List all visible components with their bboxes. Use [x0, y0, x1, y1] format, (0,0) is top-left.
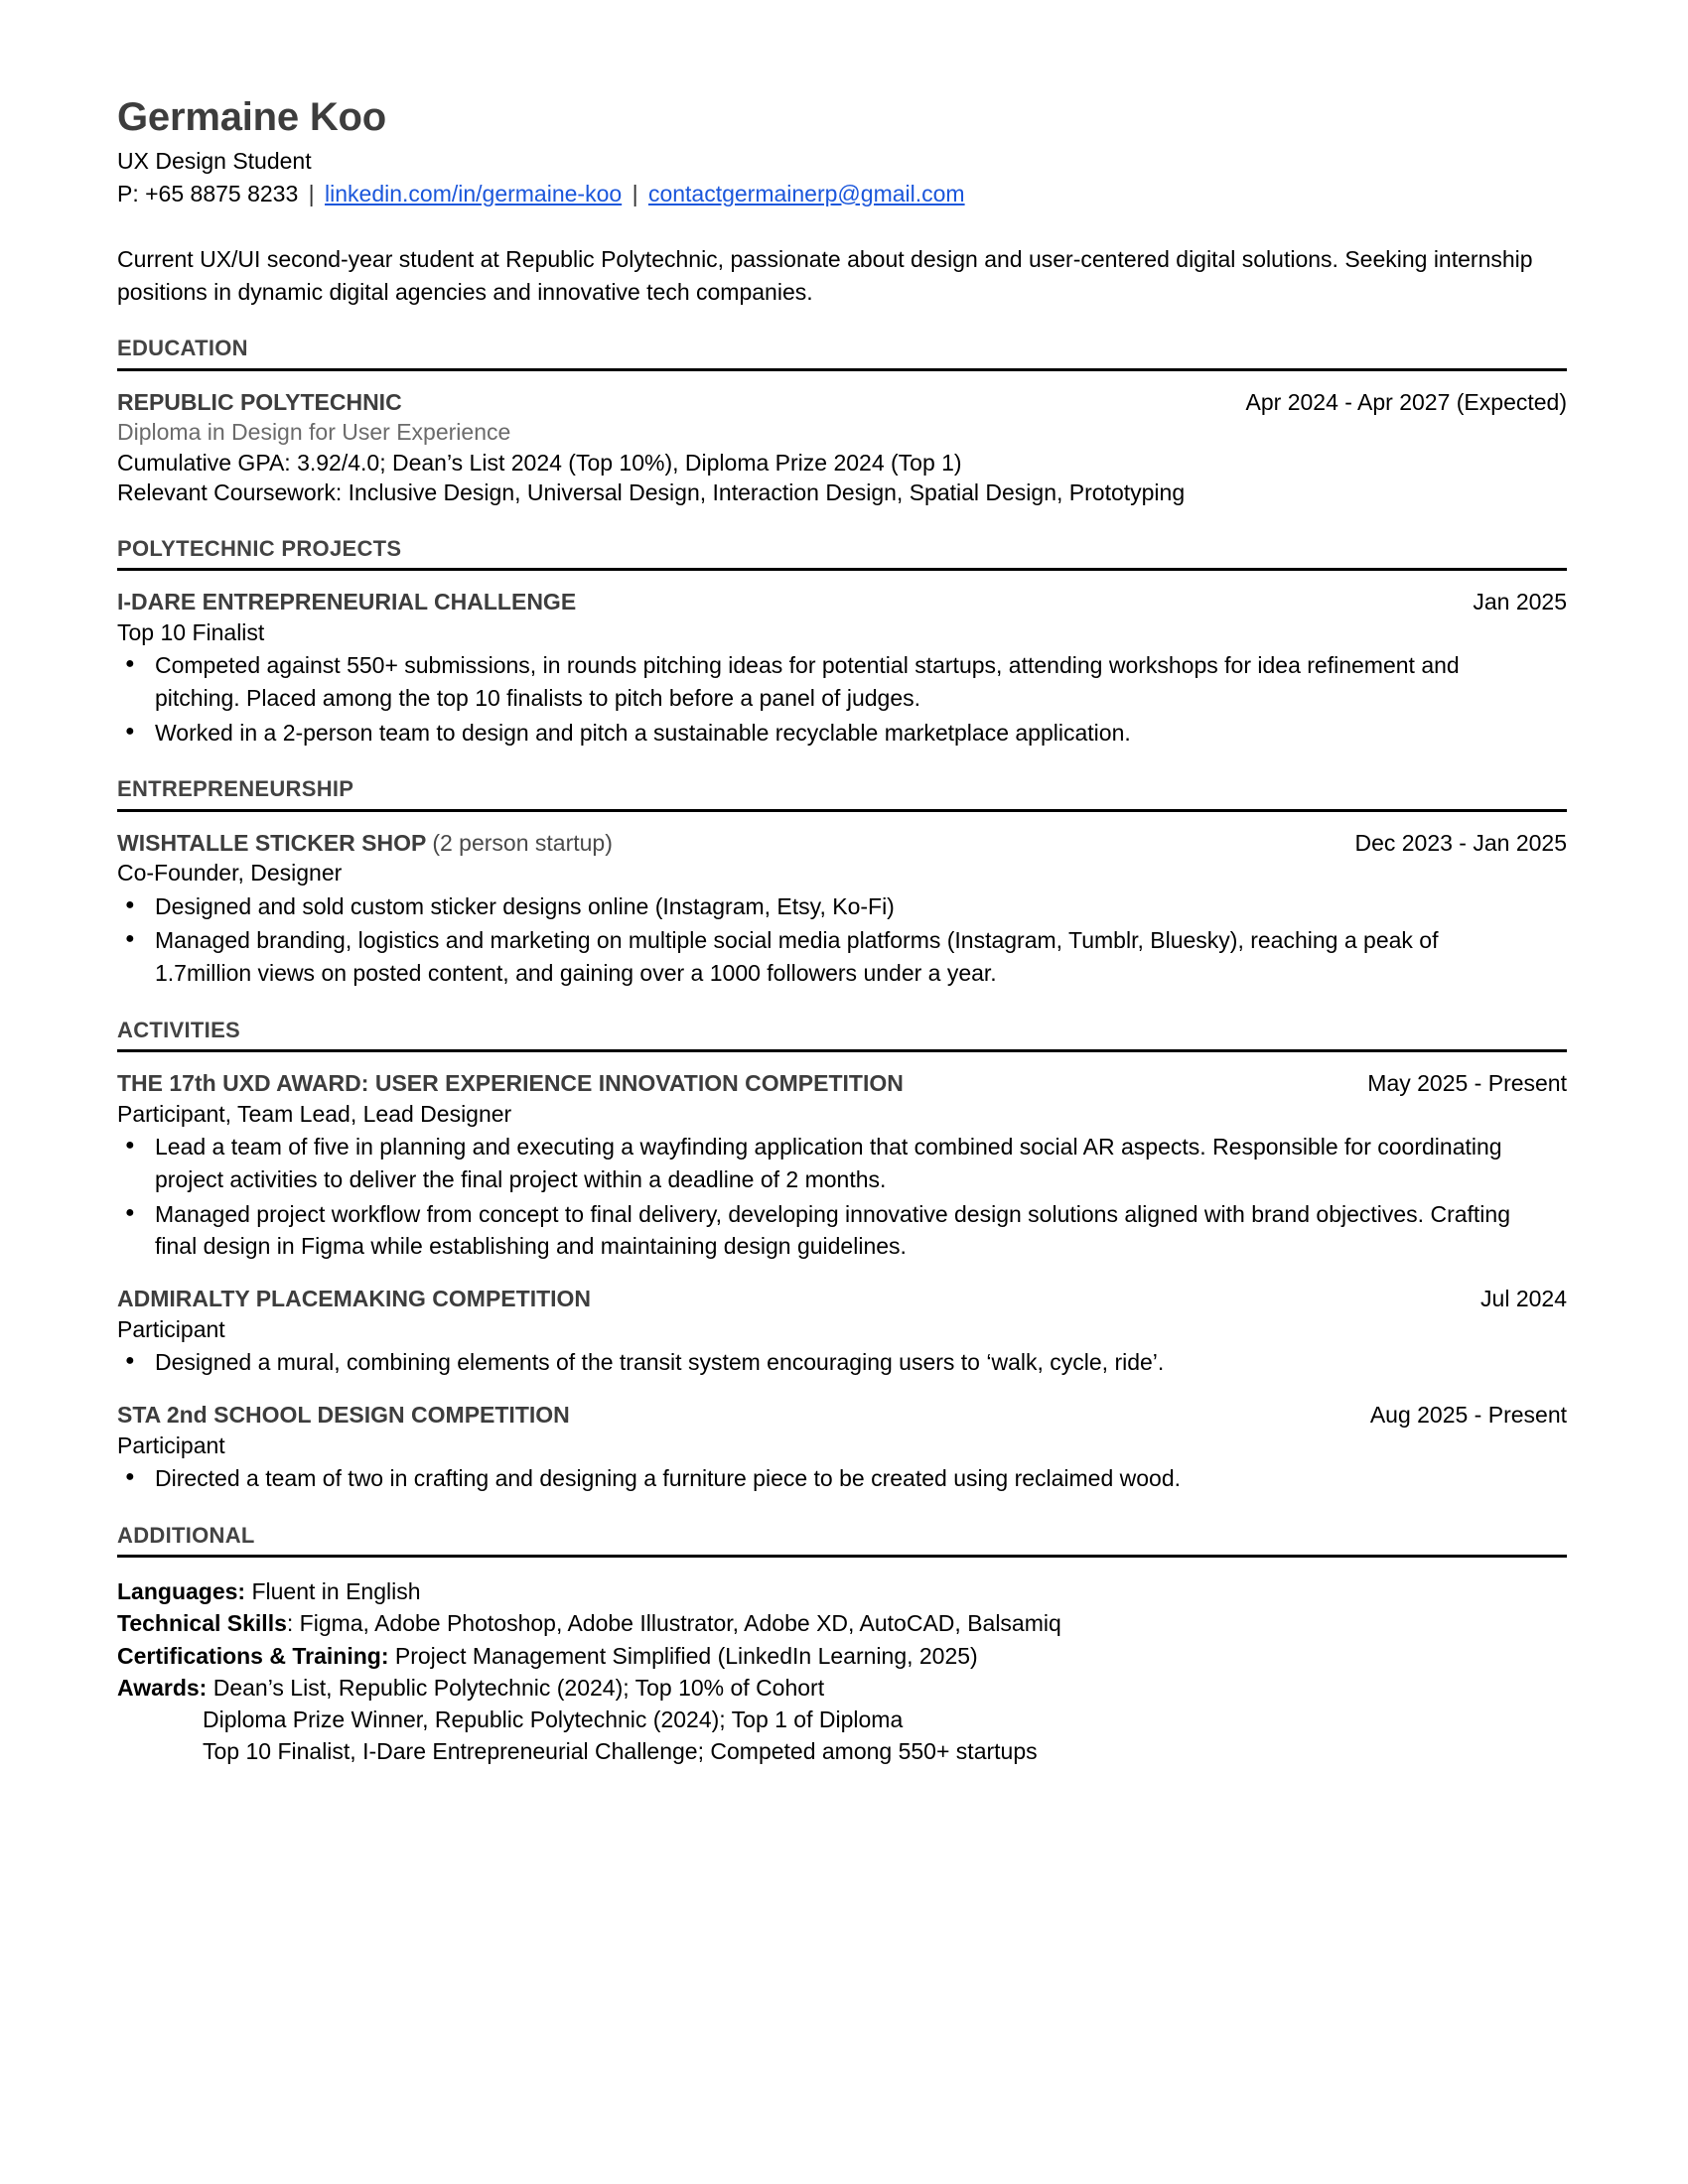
- awards-value-third: Top 10 Finalist, I-Dare Entrepreneurial Challenge; Competed among 550+ startups: [203, 1738, 1038, 1765]
- awards-row-second: [117, 1704, 1567, 1735]
- project-bullet-list: [117, 649, 1537, 749]
- contact-line: [117, 179, 1567, 209]
- candidate-title: UX Design Student: [117, 147, 312, 174]
- education-program: Diploma in Design for User Experience: [117, 419, 511, 446]
- education-gpa: Cumulative GPA: 3.92/4.0; Dean’s List 2024 (Top 10%), Diploma Prize 2024 (Top 1): [117, 449, 962, 476]
- project-entry: [117, 588, 1567, 749]
- linkedin-link[interactable]: linkedin.com/in/germaine-koo: [325, 180, 623, 206]
- contact-separator-1: |: [308, 180, 315, 206]
- section-education: [117, 336, 1567, 507]
- awards-value-second: Diploma Prize Winner, Republic Polytechnic (2024); Top 1 of Diploma: [203, 1706, 904, 1732]
- section-heading-education: EDUCATION: [117, 336, 1567, 370]
- activity-organization: THE 17th UXD AWARD: USER EXPERIENCE INNOVATION COMPETITION: [117, 1070, 904, 1097]
- awards-row-third: [117, 1735, 1567, 1767]
- entrepreneurship-organization-note: (2 person startup): [432, 829, 613, 856]
- activity-role: Participant, Team Lead, Lead Designer: [117, 1101, 512, 1128]
- activity-dates: May 2025 - Present: [1367, 1070, 1567, 1097]
- project-role: Top 10 Finalist: [117, 618, 265, 645]
- activity-entry: [117, 1401, 1567, 1495]
- section-entrepreneurship: [117, 776, 1567, 990]
- activity-organization: STA 2nd SCHOOL DESIGN COMPETITION: [117, 1401, 570, 1428]
- summary-paragraph: Current UX/UI second-year student at Republic Polytechnic, passionate about design and user-centered digital solutions. Seeking internship positions in dynamic digital agencies and innovative tech companies.: [117, 245, 1533, 305]
- education-dates: Apr 2024 - Apr 2027 (Expected): [1245, 388, 1567, 415]
- awards-row: [117, 1672, 1567, 1704]
- project-dates: Jan 2025: [1473, 588, 1567, 614]
- section-heading-entrepreneurship: ENTREPRENEURSHIP: [117, 776, 1567, 811]
- phone-number: P: +65 8875 8233: [117, 180, 299, 206]
- email-link[interactable]: contactgermainerp@gmail.com: [647, 180, 965, 206]
- entrepreneurship-role: Co-Founder, Designer: [117, 860, 343, 887]
- activity-entry-header: [117, 1069, 1567, 1099]
- contact-separator-2: |: [632, 180, 638, 206]
- education-entry: [117, 388, 1567, 508]
- section-heading-projects: POLYTECHNIC PROJECTS: [117, 536, 1567, 571]
- list-item: ● Designed a mural, combining elements of the transit system encouraging users to ‘walk, cycle, ride’.: [117, 1346, 1537, 1379]
- section-additional: [117, 1523, 1567, 1768]
- activity-role: Participant: [117, 1315, 225, 1342]
- activity-bullet-list: [117, 1131, 1537, 1263]
- section-heading-additional: ADDITIONAL: [117, 1523, 1567, 1558]
- activity-dates: Aug 2025 - Present: [1369, 1401, 1567, 1428]
- project-entry-header: [117, 588, 1567, 617]
- activity-entry-header: [117, 1285, 1567, 1314]
- list-item: ● Managed project workflow from concept to final delivery, developing innovative design solutions aligned with brand objectives. Crafting final design in Figma while establishing and maintaining design guidelines.: [117, 1198, 1537, 1263]
- entrepreneurship-dates: Dec 2023 - Jan 2025: [1354, 829, 1567, 856]
- activity-dates: Jul 2024: [1480, 1286, 1567, 1312]
- additional-content: [117, 1575, 1567, 1767]
- candidate-name: Germaine Koo: [117, 95, 386, 139]
- list-item: ● Managed branding, logistics and marketing on multiple social media platforms (Instagram, Tumblr, Bluesky), reaching a peak of 1.7million views on posted content, and gaining over a 1000 followers under a year.: [117, 924, 1537, 989]
- entrepreneurship-organization-name: WISHTALLE STICKER SHOP: [117, 829, 426, 856]
- entrepreneurship-entry: [117, 829, 1567, 990]
- section-heading-activities: ACTIVITIES: [117, 1018, 1567, 1052]
- languages-value: Fluent in English: [251, 1578, 421, 1605]
- activity-entry: [117, 1285, 1567, 1379]
- education-organization: REPUBLIC POLYTECHNIC: [117, 388, 402, 415]
- list-item: ● Worked in a 2-person team to design and pitch a sustainable recyclable marketplace application.: [117, 717, 1537, 750]
- activity-role: Participant: [117, 1432, 225, 1458]
- resume-header: [117, 95, 1567, 209]
- technical-skills-value: : Figma, Adobe Photoshop, Adobe Illustrator, Adobe XD, AutoCAD, Balsamiq: [286, 1610, 1061, 1637]
- technical-skills-row: [117, 1607, 1567, 1639]
- awards-value-first: Dean’s List, Republic Polytechnic (2024); Top 10% of Cohort: [212, 1674, 825, 1701]
- section-polytechnic-projects: [117, 536, 1567, 750]
- activity-bullet-list: [117, 1462, 1537, 1495]
- certifications-value: Project Management Simplified (LinkedIn Learning, 2025): [394, 1642, 978, 1669]
- certifications-row: [117, 1640, 1567, 1672]
- education-entry-header: [117, 388, 1567, 418]
- technical-skills-label: Technical Skills: [117, 1610, 287, 1637]
- activity-entry-header: [117, 1401, 1567, 1431]
- list-item: ● Designed and sold custom sticker designs online (Instagram, Etsy, Ko-Fi): [117, 890, 1537, 923]
- entrepreneurship-organization: [117, 829, 613, 859]
- certifications-label: Certifications & Training:: [117, 1642, 389, 1669]
- entrepreneurship-entry-header: [117, 829, 1567, 859]
- education-coursework: Relevant Coursework: Inclusive Design, Universal Design, Interaction Design, Spatial Design, Prototyping: [117, 479, 1186, 506]
- list-item: ● Lead a team of five in planning and executing a wayfinding application that combined social AR aspects. Responsible for coordinating project activities to deliver the final project within a deadline of 2 months.: [117, 1131, 1537, 1195]
- project-organization: I-DARE ENTREPRENEURIAL CHALLENGE: [117, 588, 577, 614]
- section-activities: [117, 1018, 1567, 1495]
- languages-label: Languages:: [117, 1578, 246, 1605]
- activity-organization: ADMIRALTY PLACEMAKING COMPETITION: [117, 1286, 592, 1312]
- activity-bullet-list: [117, 1346, 1537, 1379]
- list-item: ● Competed against 550+ submissions, in rounds pitching ideas for potential startups, attending workshops for idea refinement and pitching. Placed among the top 10 finalists to pitch before a panel of judges.: [117, 649, 1537, 714]
- entrepreneurship-bullet-list: [117, 890, 1537, 990]
- awards-label: Awards:: [117, 1674, 208, 1701]
- list-item: ● Directed a team of two in crafting and designing a furniture piece to be created using reclaimed wood.: [117, 1462, 1537, 1495]
- languages-row: [117, 1575, 1567, 1607]
- activity-entry: [117, 1069, 1567, 1263]
